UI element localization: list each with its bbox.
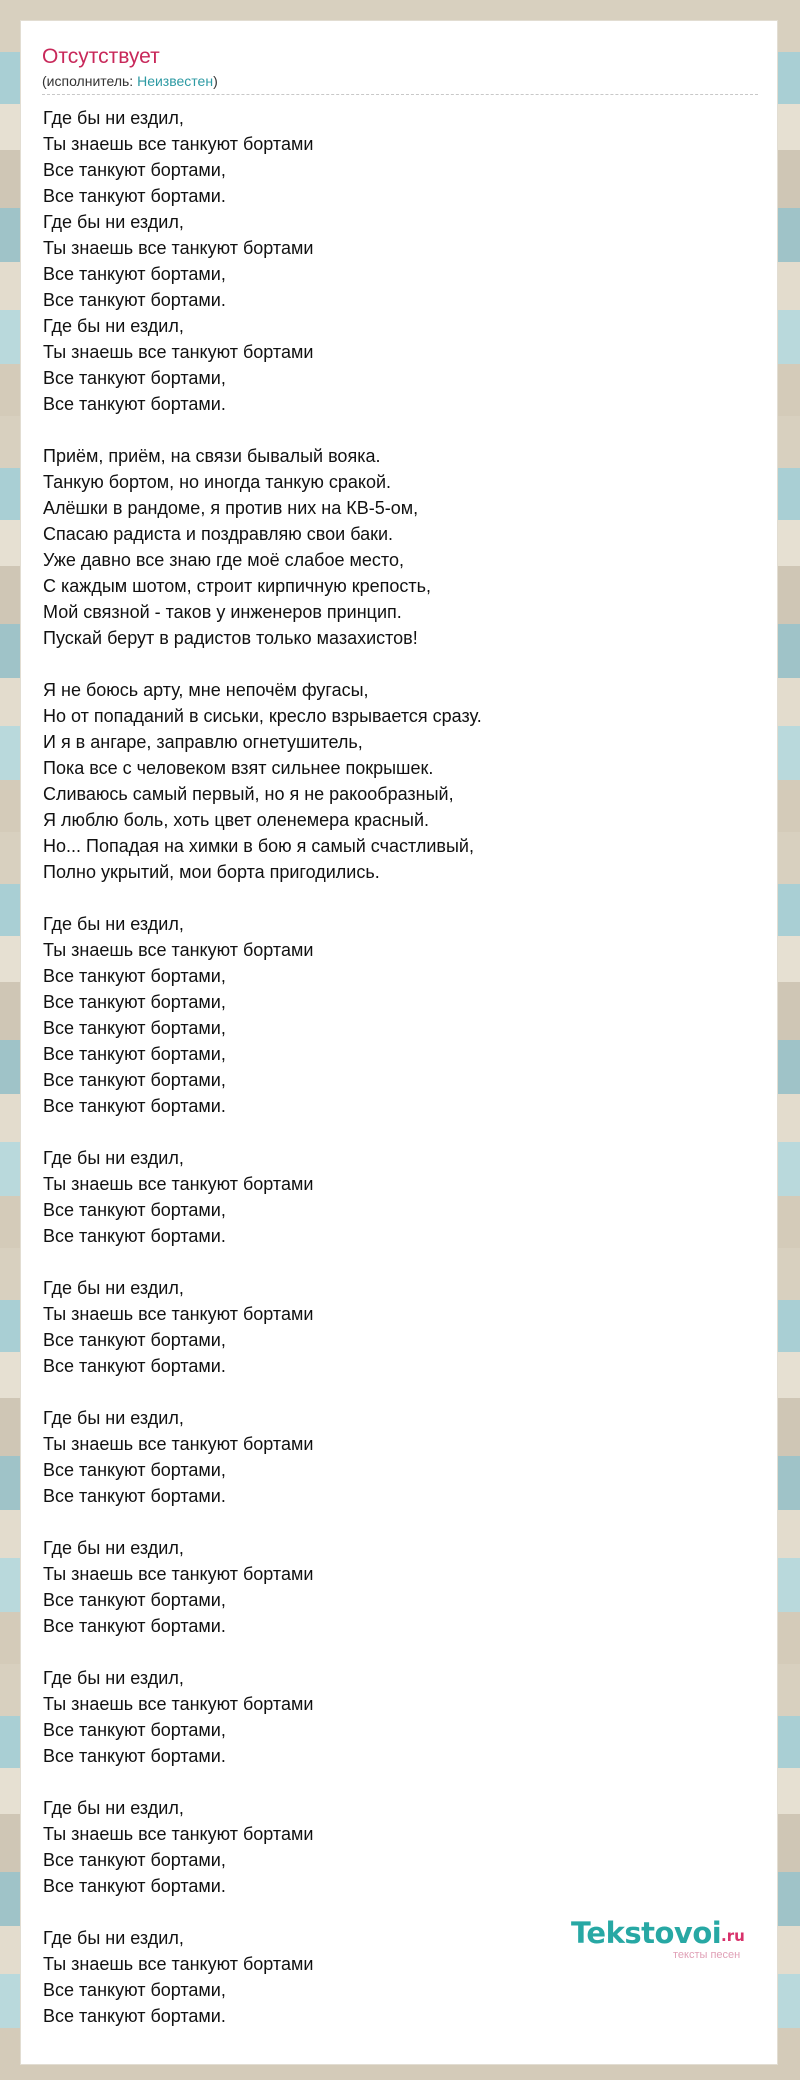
lyric-line: Ты знаешь все танкуют бортами [43, 1564, 314, 1584]
lyric-line: Где бы ни ездил, [43, 1668, 184, 1688]
lyric-line: Я не боюсь арту, мне непочём фугасы, [43, 680, 369, 700]
lyrics-text [43, 105, 759, 2029]
lyric-line: Ты знаешь все танкуют бортами [43, 1694, 314, 1714]
lyric-line: Но от попаданий в сиськи, кресло взрывается сразу. [43, 706, 482, 726]
lyric-line: Где бы ни ездил, [43, 1278, 184, 1298]
lyrics-verse [43, 1275, 759, 1379]
lyric-line: Ты знаешь все танкуют бортами [43, 1434, 314, 1454]
lyric-line: Но... Попадая на химки в бою я самый счастливый, [43, 836, 474, 856]
lyric-line: Ты знаешь все танкуют бортами [43, 342, 314, 362]
song-meta [42, 72, 218, 90]
lyrics-verse [43, 1665, 759, 1769]
lyric-line: Все танкуют бортами. [43, 186, 226, 206]
logo-wordmark: Tekstovoi [571, 1916, 722, 1950]
lyric-line: Ты знаешь все танкуют бортами [43, 1304, 314, 1324]
lyric-line: Где бы ни ездил, [43, 914, 184, 934]
lyric-line: Где бы ни ездил, [43, 108, 184, 128]
lyric-line: Ты знаешь все танкуют бортами [43, 1174, 314, 1194]
lyric-line: Все танкуют бортами, [43, 966, 226, 986]
lyric-line: Где бы ни ездил, [43, 1538, 184, 1558]
lyric-line: Все танкуют бортами. [43, 1616, 226, 1636]
lyric-line: Полно укрытий, мои борта пригодились. [43, 862, 380, 882]
lyrics-verse [43, 1795, 759, 1899]
lyric-line: Уже давно все знаю где моё слабое место, [43, 550, 404, 570]
site-logo[interactable] [571, 1916, 763, 1962]
lyric-line: Все танкуют бортами, [43, 1200, 226, 1220]
lyric-line: И я в ангаре, заправлю огнетушитель, [43, 732, 363, 752]
lyric-line: Где бы ни ездил, [43, 1798, 184, 1818]
lyric-line: Все танкуют бортами. [43, 1486, 226, 1506]
lyric-line: Все танкуют бортами. [43, 290, 226, 310]
lyric-line: Все танкуют бортами, [43, 1330, 226, 1350]
logo-domain: .ru [721, 1927, 745, 1945]
lyric-line: Ты знаешь все танкуют бортами [43, 1824, 314, 1844]
lyric-line: Где бы ни ездил, [43, 1408, 184, 1428]
song-header [42, 42, 758, 95]
lyric-line: Все танкуют бортами. [43, 1876, 226, 1896]
lyric-line: Все танкуют бортами. [43, 394, 226, 414]
lyric-line: Все танкуют бортами. [43, 1096, 226, 1116]
lyric-line: Пока все с человеком взят сильнее покрышек. [43, 758, 434, 778]
lyrics-verse [43, 677, 759, 885]
lyric-line: Приём, приём, на связи бывалый вояка. [43, 446, 381, 466]
lyrics-verse [43, 911, 759, 1119]
lyric-line: Где бы ни ездил, [43, 316, 184, 336]
lyric-line: Все танкуют бортами, [43, 1850, 226, 1870]
lyric-line: Все танкуют бортами. [43, 1746, 226, 1766]
lyric-line: Алёшки в рандоме, я против них на КВ-5-ом, [43, 498, 419, 518]
logo-tagline: тексты песен [673, 1949, 741, 1961]
lyric-line: Все танкуют бортами, [43, 1070, 226, 1090]
lyric-line: Все танкуют бортами, [43, 1590, 226, 1610]
lyric-line: Все танкуют бортами. [43, 1226, 226, 1246]
lyrics-card [20, 20, 778, 2065]
lyric-line: Сливаюсь самый первый, но я не ракообразный, [43, 784, 454, 804]
lyric-line: Спасаю радиста и поздравляю свои баки. [43, 524, 394, 544]
lyric-line: Мой связной - таков у инженеров принцип. [43, 602, 402, 622]
song-title: Отсутствует [42, 45, 160, 68]
lyric-line: Все танкуют бортами, [43, 1044, 226, 1064]
meta-prefix: (исполнитель: [42, 73, 138, 89]
lyrics-verse [43, 1405, 759, 1509]
lyric-line: Ты знаешь все танкуют бортами [43, 1954, 314, 1974]
lyric-line: Где бы ни ездил, [43, 1928, 184, 1948]
lyric-line: Где бы ни ездил, [43, 1148, 184, 1168]
lyric-line: Все танкуют бортами, [43, 1980, 226, 2000]
lyric-line: Все танкуют бортами, [43, 368, 226, 388]
lyric-line: Пускай берут в радистов только мазахистов! [43, 628, 418, 648]
lyric-line: Танкую бортом, но иногда танкую сракой. [43, 472, 392, 492]
lyric-line: С каждым шотом, строит кирпичную крепость, [43, 576, 432, 596]
lyric-line: Где бы ни ездил, [43, 212, 184, 232]
lyric-line: Все танкуют бортами, [43, 264, 226, 284]
lyric-line: Все танкуют бортами. [43, 1356, 226, 1376]
lyrics-verse [43, 1145, 759, 1249]
lyric-line: Все танкуют бортами, [43, 1460, 226, 1480]
lyric-line: Все танкуют бортами. [43, 2006, 226, 2026]
lyric-line: Я люблю боль, хоть цвет оленемера красный. [43, 810, 429, 830]
lyrics-verse [43, 1535, 759, 1639]
lyric-line: Все танкуют бортами, [43, 1720, 226, 1740]
lyric-line: Все танкуют бортами, [43, 1018, 226, 1038]
lyric-line: Ты знаешь все танкуют бортами [43, 134, 314, 154]
meta-suffix: ) [213, 73, 218, 89]
artist-link[interactable]: Неизвестен [137, 73, 214, 89]
lyric-line: Ты знаешь все танкуют бортами [43, 940, 314, 960]
lyric-line: Ты знаешь все танкуют бортами [43, 238, 314, 258]
lyric-line: Все танкуют бортами, [43, 992, 226, 1012]
lyric-line: Все танкуют бортами, [43, 160, 226, 180]
lyrics-verse [43, 105, 759, 417]
lyrics-verse [43, 443, 759, 651]
